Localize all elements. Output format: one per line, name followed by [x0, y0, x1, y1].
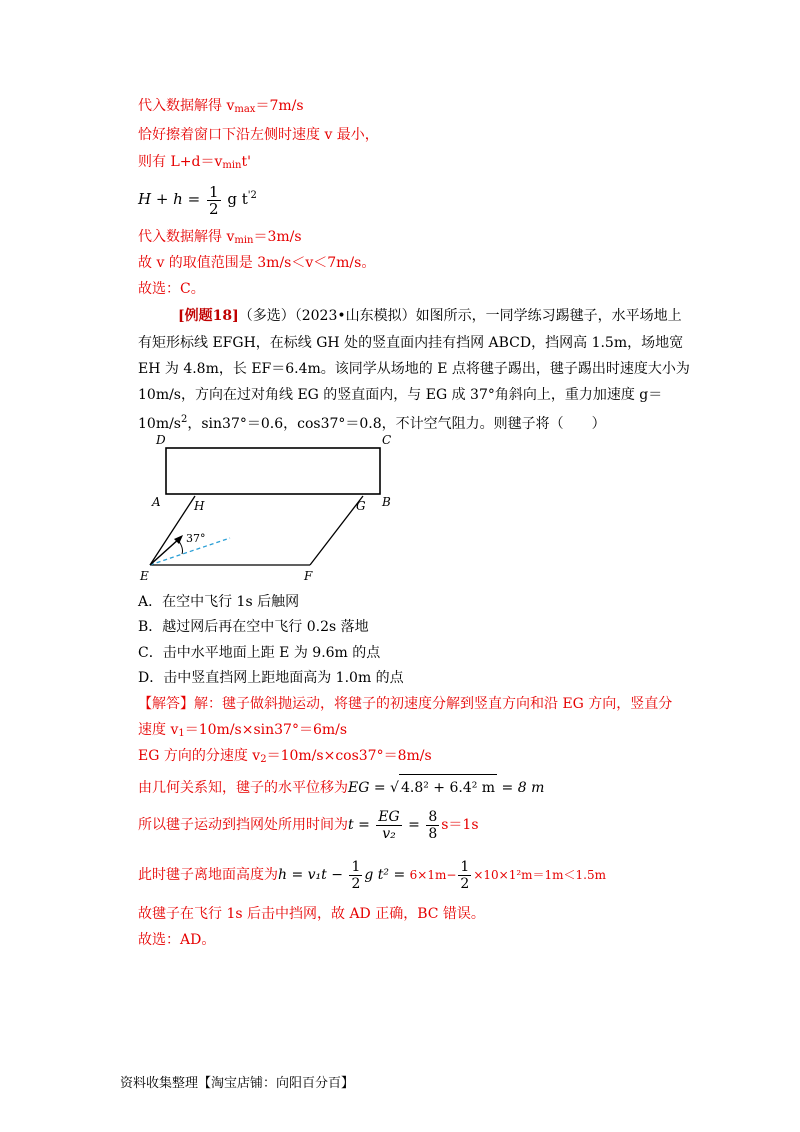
text: ，sin37°＝0.6，cos37°＝0.8，不计空气阻力。则毽子将（ ） [187, 416, 606, 432]
numerator: 8 [428, 808, 438, 825]
numerator: 1 [351, 858, 361, 875]
text: 解：毽子做斜抛运动，将毽子的初速度分解到竖直方向和沿 EG 方向，竖直分 [194, 696, 673, 712]
net-field-diagram [138, 430, 398, 585]
subscript: min [234, 235, 254, 246]
fraction-eg-v2 [376, 809, 401, 842]
text: 6×1m− [409, 868, 457, 882]
math-gt2: g t² = [364, 867, 410, 883]
denominator: 2 [351, 875, 361, 892]
line-vmin-result [138, 227, 302, 251]
net-abcd [166, 448, 380, 494]
denominator: 2 [460, 875, 470, 892]
text: 10m/s [138, 416, 181, 432]
text: 由几何关系知，毽子的水平位移为 [138, 780, 348, 796]
text: 所以毽子运动到挡网处所用时间为 [138, 817, 348, 833]
answer-line-5 [138, 806, 479, 844]
problem-line-4: 10m/s，方向在过对角线 EG 的竖直面内，与 EG 成 37°角斜向上，重力加速度 g＝ [138, 387, 663, 403]
math-rhs: g t [227, 190, 248, 208]
text: ×10×1²m＝1m＜1.5m [473, 868, 607, 882]
label-d: D [156, 433, 166, 447]
math-lhs: H + h [138, 190, 183, 208]
line-vmax [138, 96, 304, 120]
sqrt-symbol: √ [390, 780, 399, 796]
math-h: h = v₁t − [278, 867, 348, 883]
label-g: G [356, 499, 366, 513]
problem-line-1 [178, 306, 682, 326]
numerator: 1 [209, 182, 219, 201]
text: 则有 L+d＝v [138, 154, 223, 170]
line-equation-hh [138, 178, 257, 217]
line-equation-ld [138, 152, 251, 176]
option-c: C．击中水平地面上距 E 为 9.6m 的点 [138, 645, 381, 661]
line-vmin-condition: 恰好擦着窗口下沿左侧时速度 v 最小， [138, 127, 379, 143]
option-b: B．越过网后再在空中飞行 0.2s 落地 [138, 619, 369, 635]
line-choice-c: 故选：C。 [138, 281, 205, 297]
denominator: v₂ [382, 825, 396, 842]
label-b: B [382, 495, 391, 509]
label-f: F [304, 569, 313, 583]
math-t: t = [348, 817, 375, 833]
text: EG 方向的分速度 v [138, 748, 261, 764]
subscript: min [222, 160, 242, 171]
text: ＝10m/s×sin37°＝6m/s [184, 722, 348, 738]
text: ＝10m/s×cos37°＝8m/s [266, 748, 432, 764]
answer-line-3 [138, 746, 432, 770]
answer-line-8: 故选：AD。 [138, 932, 216, 948]
fraction [207, 184, 221, 217]
label-angle: 37° [186, 532, 206, 545]
subscript: 1 [178, 728, 185, 739]
subscript: 2 [260, 754, 267, 765]
label-e: E [140, 569, 149, 583]
sqrt-content: 4.8² + 6.4² m [399, 774, 497, 801]
text: ＝7m/s [255, 98, 304, 114]
math-eg: EG = [348, 780, 391, 796]
option-a: A．在空中飞行 1s 后触网 [138, 594, 300, 610]
problem-line-3: EH 为 4.8m，长 EF＝6.4m。该同学从场地的 E 点将毽子踢出，毽子踢出时速度大小为 [138, 361, 690, 377]
text: ＝3m/s [253, 229, 302, 245]
denominator: 8 [428, 825, 438, 842]
label-a: A [152, 495, 161, 509]
fraction-half [349, 859, 362, 892]
answer-line-1 [138, 694, 672, 714]
text: （多选）（2023•山东模拟）如图所示，一同学练习踢毽子，水平场地上 [238, 308, 682, 324]
numerator: 1 [460, 858, 470, 875]
superscript: '2 [247, 190, 257, 201]
numerator: EG [378, 808, 400, 825]
answer-line-4 [138, 774, 544, 801]
problem-line-2: 有矩形标线 EFGH，在标线 GH 处的竖直面内挂有挡网 ABCD，挡网高 1.5m，场地宽 [138, 335, 684, 351]
text: 代入数据解得 v [138, 98, 235, 114]
answer-tag: 【解答】 [138, 696, 194, 712]
page-footer: 资料收集整理【淘宝店铺：向阳百分百】 [120, 1076, 355, 1091]
text: 代入数据解得 v [138, 229, 235, 245]
subscript: max [234, 104, 256, 115]
answer-line-2 [138, 720, 347, 744]
problem-figure [138, 430, 398, 589]
answer-line-6 [138, 856, 606, 894]
math-eq: = [403, 817, 425, 833]
math-eq: = [187, 190, 201, 208]
fraction-half-2 [458, 859, 471, 892]
denominator: 2 [209, 199, 219, 218]
text: 速度 v [138, 722, 179, 738]
option-d: D．击中竖直挡网上距地面高为 1.0m 的点 [138, 670, 404, 686]
label-c: C [382, 433, 392, 447]
math-result: = 8 m [497, 780, 545, 796]
text: s＝1s [441, 817, 479, 833]
problem-tag: [例题18] [178, 308, 239, 324]
text: t' [241, 154, 251, 170]
fraction-8-8 [426, 809, 439, 842]
answer-line-7: 故毽子在飞行 1s 后击中挡网，故 AD 正确，BC 错误。 [138, 906, 485, 922]
superscript: 2 [181, 414, 188, 425]
label-h: H [194, 499, 205, 513]
line-range: 故 v 的取值范围是 3m/s＜v＜7m/s。 [138, 255, 376, 271]
text: 此时毽子离地面高度为 [138, 867, 278, 883]
